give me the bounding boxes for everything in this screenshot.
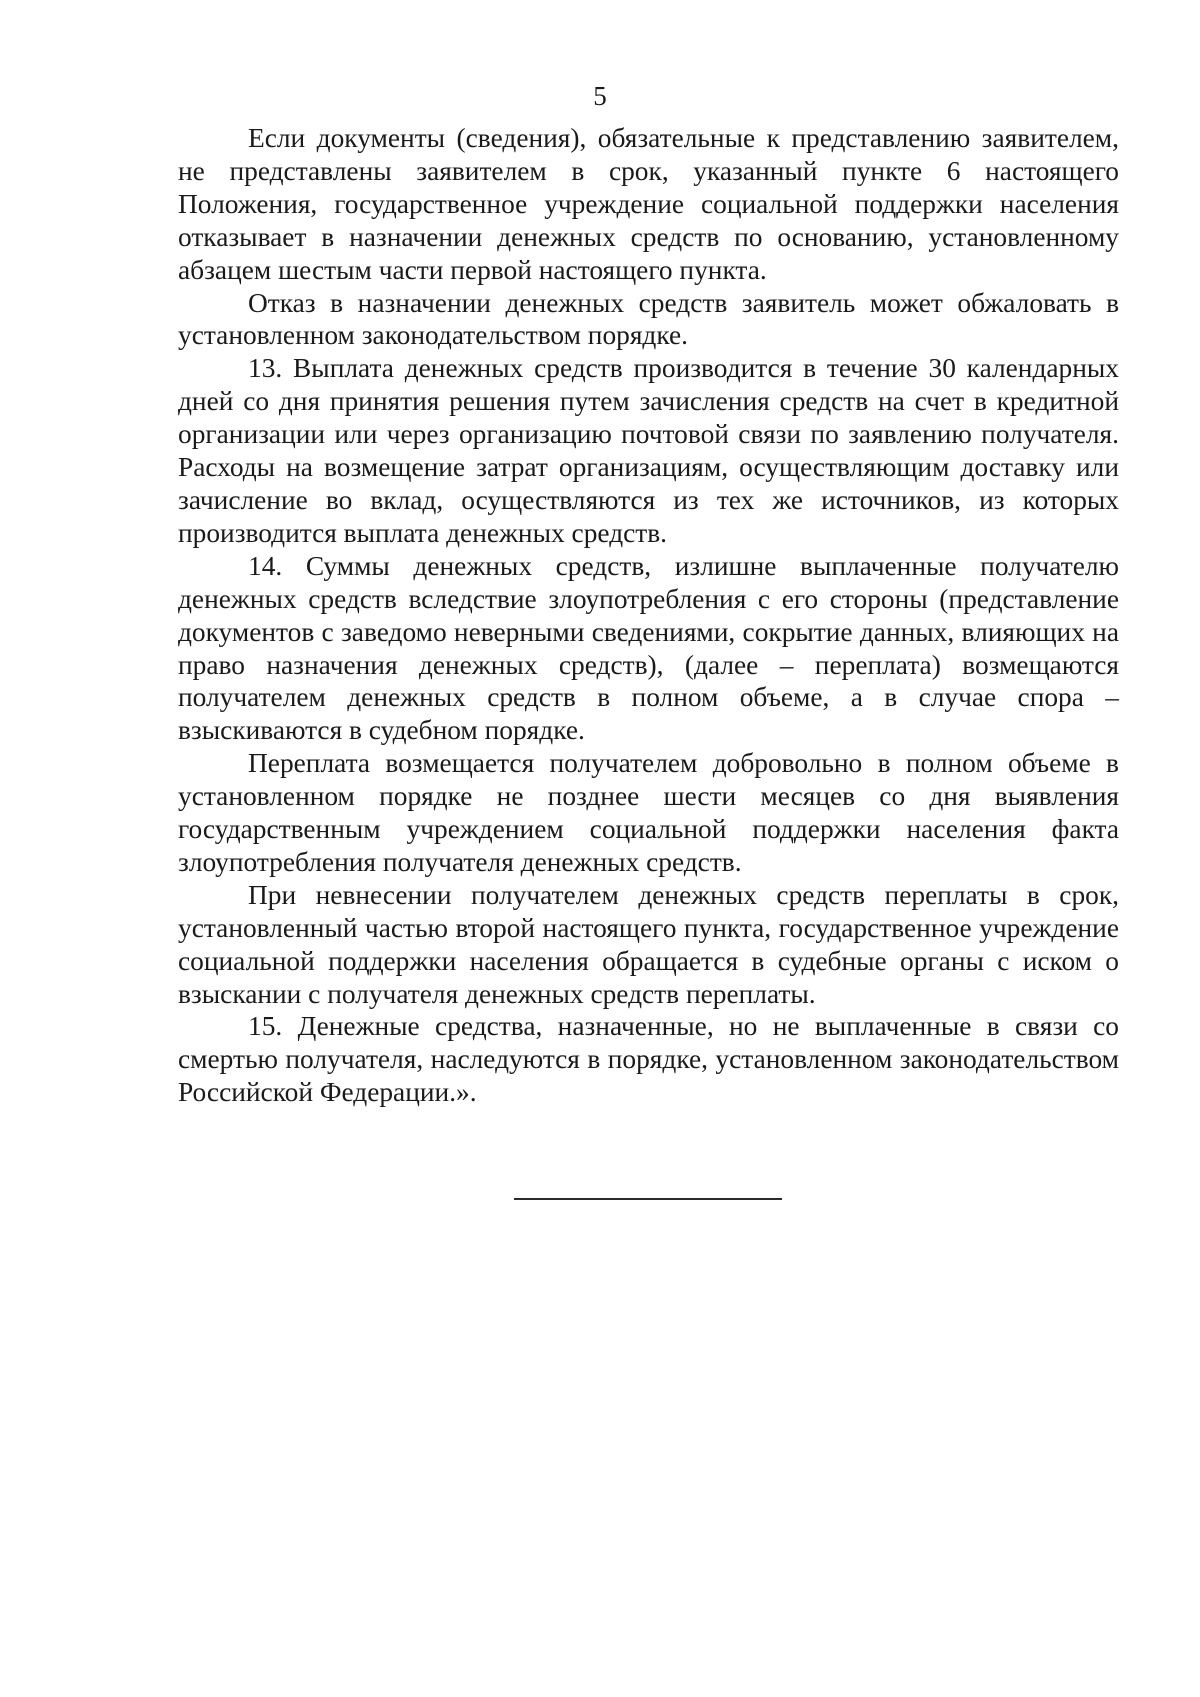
paragraph-item-15-inheritance: 15. Денежные средства, назначенные, но не выплаченные в связи со смертью получателя, наследуются в порядке, установленном законодательством Российской Федерации.». (178, 1011, 1119, 1108)
page-number: 5 (593, 81, 607, 111)
paragraph-item-13-payment: 13. Выплата денежных средств производится в течение 30 календарных дней со дня принятия решения путем зачисления средств на счет в кредитной организации или через организацию почтовой связи по заявлению получателя. Расходы на возмещение затрат организациям, осуществляющим доставку или зачисление во вклад, осуществляются из тех же источников, из которых производится выплата денежных средств. (178, 353, 1119, 548)
paragraph-non-payment-court: При невнесении получателем денежных средств переплаты в срок, установленный частью второй настоящего пункта, государственное учреждение социальной поддержки населения обращается в судебные органы с иском о взыскании с получателя денежных средств переплаты. (178, 879, 1119, 1009)
document-body (178, 122, 1119, 1109)
paragraph-documents-not-submitted: Если документы (сведения), обязательные к представлению заявителем, не представлены заявителем в срок, указанный пункте 6 настоящего Положения, государственное учреждение социальной поддержки населения отказывает в назначении денежных средств по основанию, установленному абзацем шестым части первой настоящего пункта. (178, 123, 1119, 285)
closing-divider-line (514, 1198, 782, 1200)
paragraph-item-14-overpayment: 14. Суммы денежных средств, излишне выплаченные получателю денежных средств вследствие злоупотребления с его стороны (представление документов с заведомо неверными сведениями, сокрытие данных, влияющих на право назначения денежных средств), (далее – переплата) возмещаются получателем денежных средств в полном объеме, а в случае спора – взыскиваются в судебном порядке. (178, 550, 1119, 746)
paragraph-refusal-appeal: Отказ в назначении денежных средств заявитель может обжаловать в установленном законодательством порядке. (178, 287, 1119, 351)
paragraph-overpayment-refund: Переплата возмещается получателем добровольно в полном объеме в установленном порядке не позднее шести месяцев со дня выявления государственным учреждением социальной поддержки населения факта злоупотребления получателя денежных средств. (178, 748, 1119, 877)
